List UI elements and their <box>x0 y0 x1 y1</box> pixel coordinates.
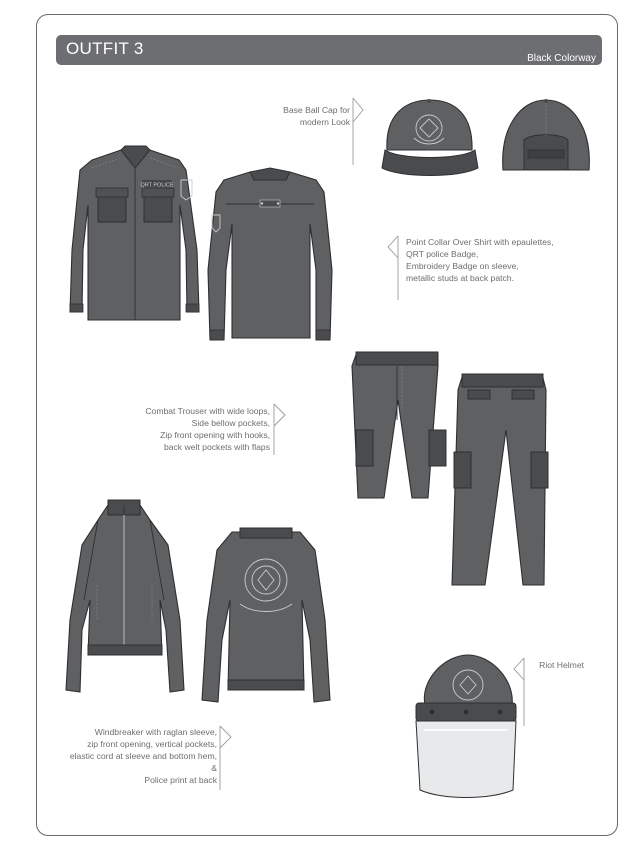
windbreaker-front <box>66 500 184 692</box>
cap-front <box>382 99 478 176</box>
shirt-pointer <box>388 236 398 300</box>
trouser-front <box>352 352 446 498</box>
riot-helmet <box>416 655 516 798</box>
shirt-back <box>208 168 332 340</box>
cap-pointer <box>353 98 363 165</box>
windbreaker-back <box>202 528 330 702</box>
shirt-front <box>70 146 199 320</box>
outfit-title: OUTFIT 3 <box>66 39 144 58</box>
colorway-label: Black Colorway <box>527 53 596 64</box>
shirt-chest-badge-text: QRT POLICE <box>140 182 174 189</box>
trouser-pointer <box>274 404 285 455</box>
shirt-callout: Point Collar Over Shirt with epaulettes, QRT police Badge, Embroidery Badge on sleeve, metallic studs at back patch. <box>406 237 554 283</box>
cap-callout: Base Ball Cap for modern Look <box>283 105 350 127</box>
cap-back <box>503 99 590 170</box>
trouser-callout: Combat Trouser with wide loops, Side bellow pockets, Zip front opening with hooks, back welt pockets with flaps <box>145 406 270 452</box>
helmet-callout: Riot Helmet <box>539 660 584 670</box>
windbreaker-callout: Windbreaker with raglan sleeve, zip front opening, vertical pockets, elastic cord at sleeve and bottom hem, & Police print at back <box>69 727 217 785</box>
trouser-back <box>452 374 548 585</box>
windbreaker-pointer <box>220 726 231 790</box>
